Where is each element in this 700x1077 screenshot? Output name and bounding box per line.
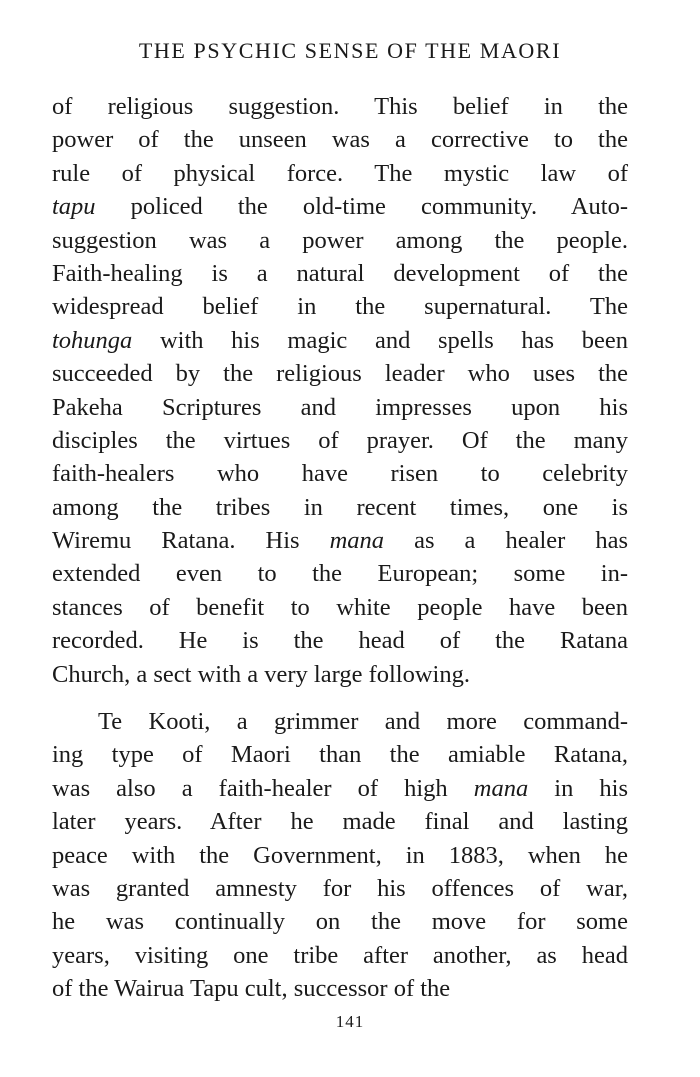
text-line xyxy=(52,491,628,524)
text-run: with his magic and spells has been xyxy=(132,326,628,354)
text-run: of religious suggestion. This belief in the xyxy=(52,93,628,120)
text-line xyxy=(52,624,628,657)
text-run: Wiremu Ratana. His xyxy=(52,527,330,555)
text-line xyxy=(52,123,628,156)
text-line xyxy=(52,524,628,557)
text-run: of the Wairua Tapu cult, successor of the xyxy=(52,975,451,1003)
text-run: Pakeha Scriptures and impresses upon his xyxy=(52,393,628,421)
text-run: among the tribes in recent times, one is xyxy=(52,493,628,521)
text-line xyxy=(52,190,628,223)
text-run: was granted amnesty for his offences of war, xyxy=(52,874,628,902)
italic-term: tohunga xyxy=(52,326,133,354)
text-run: in his xyxy=(528,774,628,802)
page-number: 141 xyxy=(335,1012,365,1031)
text-line xyxy=(52,391,628,424)
italic-term: tapu xyxy=(52,193,96,221)
text-line xyxy=(52,872,628,905)
text-run: was also a faith-healer of high xyxy=(52,774,474,802)
text-line xyxy=(52,157,628,190)
text-run: Faith-healing is a natural development of the xyxy=(52,259,628,287)
text-line xyxy=(52,257,628,290)
text-run: Te Kooti, a grimmer and more command- xyxy=(98,708,628,736)
text-line xyxy=(52,839,628,872)
text-run: policed the old-time community. Auto- xyxy=(95,193,628,221)
text-run: faith-healers who have risen to celebrity xyxy=(52,460,628,488)
text-line xyxy=(52,939,628,972)
text-run: widespread belief in the supernatural. The xyxy=(52,293,628,321)
text-line xyxy=(52,90,628,123)
text-run: he was continually on the move for some xyxy=(52,908,628,936)
text-line xyxy=(52,658,628,691)
text-run: disciples the virtues of prayer. Of the many xyxy=(52,426,628,454)
text-line xyxy=(52,905,628,938)
text-run: suggestion was a power among the people. xyxy=(52,226,628,254)
paragraph xyxy=(52,705,628,1006)
paragraph-break xyxy=(52,691,628,705)
text-run: succeeded by the religious leader who uses the xyxy=(52,360,628,388)
text-run: Church, a sect with a very large following. xyxy=(52,660,470,688)
text-run: power of the unseen was a corrective to the xyxy=(52,126,628,154)
text-line xyxy=(52,705,628,738)
text-line xyxy=(52,738,628,771)
text-line xyxy=(52,357,628,390)
text-run: as a healer has xyxy=(384,527,628,555)
text-run: peace with the Government, in 1883, when he xyxy=(52,841,628,869)
text-run: extended even to the European; some in- xyxy=(52,560,628,588)
text-line xyxy=(52,290,628,323)
text-line xyxy=(52,557,628,590)
text-run: years, visiting one tribe after another, as head xyxy=(52,941,628,969)
text-run: later years. After he made final and lasting xyxy=(52,808,628,836)
paragraph xyxy=(52,90,628,691)
text-line xyxy=(52,424,628,457)
italic-term: mana xyxy=(473,774,529,802)
running-head: THE PSYCHIC SENSE OF THE MAORI xyxy=(138,38,562,63)
text-line xyxy=(52,591,628,624)
text-run: stances of benefit to white people have been xyxy=(52,593,628,621)
text-run: ing type of Maori than the amiable Ratana, xyxy=(52,741,628,769)
body-text xyxy=(52,90,628,1006)
text-line xyxy=(52,772,628,805)
text-run: recorded. He is the head of the Ratana xyxy=(52,627,628,655)
text-line xyxy=(52,805,628,838)
text-line xyxy=(52,224,628,257)
text-run: rule of physical force. The mystic law of xyxy=(52,159,628,187)
italic-term: mana xyxy=(329,527,385,555)
text-line xyxy=(52,972,628,1005)
text-line xyxy=(52,324,628,357)
text-line xyxy=(52,457,628,490)
